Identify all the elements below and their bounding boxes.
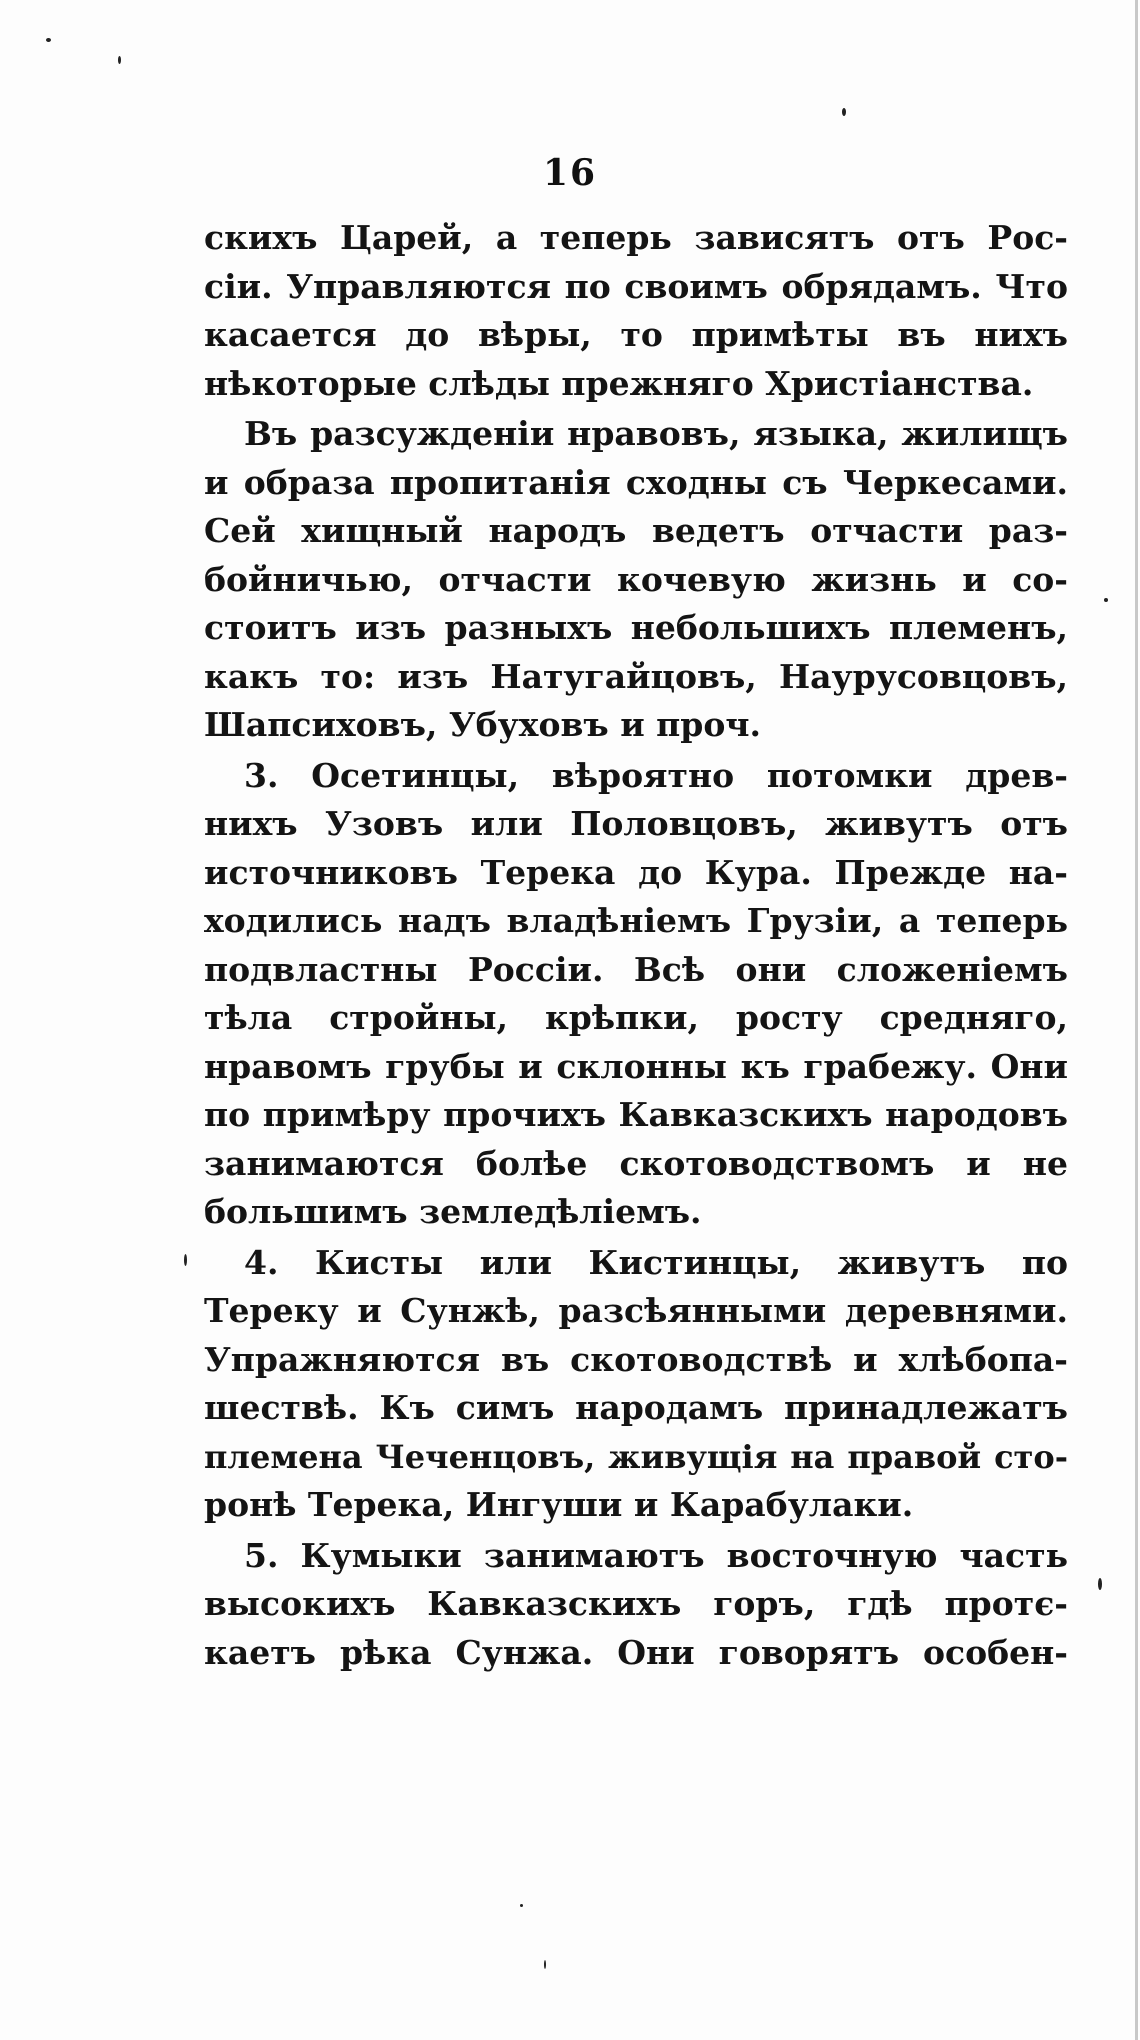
text-line: племена Чеченцовъ, живущія на правой сто- (204, 1437, 1068, 1476)
text-line: большимъ земледѣліемъ. (204, 1192, 702, 1231)
ink-speck (842, 108, 846, 116)
text-line: бойничью, отчасти кочевую жизнь и со- (204, 559, 1068, 599)
paragraph (204, 214, 1068, 408)
text-line: Сей хищный народъ ведетъ отчасти раз- (204, 511, 1068, 550)
ink-speck (118, 56, 121, 64)
text-line: нѣкоторые слѣды прежняго Христіанства. (204, 363, 1034, 403)
text-line: источниковъ Терека до Кура. Прежде на- (204, 852, 1068, 892)
text-line: Тереку и Сунжѣ, разсѣянными деревнями. (204, 1291, 1068, 1330)
page-edge-shadow (1135, 0, 1138, 2040)
text-line: Въ разсужденіи нравовъ, языка, жилищъ (244, 414, 1068, 453)
ink-speck (520, 1904, 523, 1907)
ink-speck (184, 1254, 187, 1266)
text-line: Упражняются въ скотоводствѣ и хлѣбопа- (204, 1339, 1068, 1379)
paragraph (204, 752, 1068, 1237)
text-line: нравомъ грубы и склонны къ грабежу. Они (204, 1046, 1068, 1086)
page-number: 16 (542, 152, 598, 194)
text-line: тѣла стройны, крѣпки, росту средняго, (204, 998, 1068, 1037)
ink-speck (1104, 598, 1108, 602)
text-line: занимаются болѣе скотоводствомъ и не (204, 1143, 1068, 1183)
text-line: какъ то: изъ Натугайцовъ, Наурусовцовъ, (204, 656, 1068, 696)
text-line: 3. Осетинцы, вѣроятно потомки древ- (244, 755, 1068, 795)
body-text (204, 214, 1068, 1677)
text-line: по примѣру прочихъ Кавказскихъ народовъ (204, 1095, 1068, 1134)
text-line: нихъ Узовъ или Половцовъ, живутъ отъ (204, 804, 1068, 843)
text-line: высокихъ Кавказскихъ горъ, гдѣ протє- (204, 1584, 1068, 1623)
text-line: ронѣ Терека, Ингуши и Карабулаки. (204, 1485, 914, 1524)
text-line: скихъ Царей, а теперь зависятъ отъ Рос- (204, 218, 1068, 257)
text-line: каетъ рѣка Сунжа. Они говорятъ особен- (204, 1632, 1068, 1672)
ink-speck (1098, 1578, 1102, 1590)
text-line: шествѣ. Къ симъ народамъ принадлежатъ (204, 1388, 1068, 1427)
paragraph (204, 1532, 1068, 1678)
text-line: сіи. Управляются по своимъ обрядамъ. Что (204, 266, 1068, 306)
paragraph (204, 1239, 1068, 1530)
ink-speck (544, 1960, 546, 1969)
text-line: и образа пропитанія сходны съ Черкесами. (204, 462, 1068, 502)
ink-speck (46, 38, 51, 42)
text-line: Шапсиховъ, Убуховъ и проч. (204, 705, 762, 744)
text-line: стоитъ изъ разныхъ небольшихъ племенъ, (204, 608, 1068, 647)
text-line: 5. Кумыки занимаютъ восточную часть (244, 1535, 1068, 1575)
text-line: подвластны Россіи. Всѣ они сложеніемъ (204, 949, 1068, 989)
text-line: 4. Кисты или Кистинцы, живутъ по (244, 1242, 1068, 1282)
text-line: ходились надъ владѣніемъ Грузіи, а теперь (204, 901, 1068, 940)
text-line: касается до вѣры, то примѣты въ нихъ (204, 315, 1068, 354)
paragraph (204, 410, 1068, 750)
